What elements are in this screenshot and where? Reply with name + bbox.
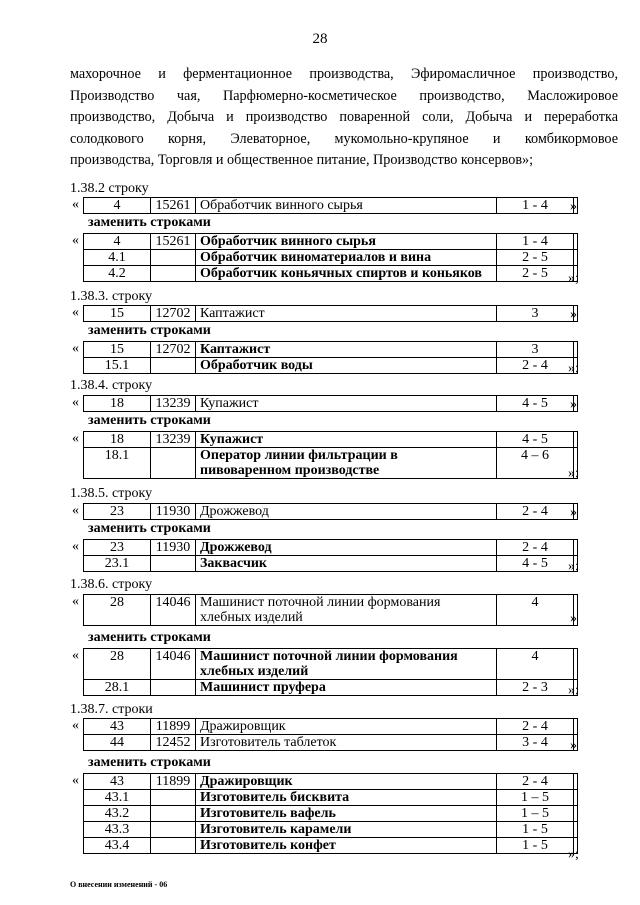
quote-open: « xyxy=(72,431,79,446)
code-cell: 4.2 xyxy=(84,266,151,282)
entry-table xyxy=(83,395,578,412)
quote-open: « xyxy=(72,305,79,320)
entry-table xyxy=(83,341,578,374)
okz-cell: 12702 xyxy=(151,306,196,322)
quote-open: « xyxy=(72,341,79,356)
quote-open: « xyxy=(72,197,79,212)
entry-table xyxy=(83,648,578,696)
entry-table xyxy=(83,233,578,282)
code-cell: 28.1 xyxy=(84,680,151,696)
table-row xyxy=(84,198,578,214)
table-row xyxy=(84,396,578,412)
title-cell: Машинист поточной линии формования хлебных изделий xyxy=(196,649,497,680)
title-cell: Купажист xyxy=(196,396,497,412)
quote-close-semicolon: »; xyxy=(568,361,579,376)
title-cell: Оператор линии фильтрации в пивоваренном производстве xyxy=(196,448,497,479)
table-edge-cell xyxy=(574,540,578,556)
okz-cell: 12702 xyxy=(151,342,196,358)
table-edge-cell xyxy=(574,342,578,358)
section-label: 1.38.3. строку xyxy=(70,289,153,304)
grade-cell: 2 - 5 xyxy=(497,266,574,282)
okz-cell xyxy=(151,822,196,838)
table-row xyxy=(84,838,578,854)
intro-line: солодкового корня, Элеваторное, мукомольно-крупяное и комбикормовое xyxy=(70,130,618,147)
okz-cell: 15261 xyxy=(151,198,196,214)
title-cell: Изготовитель бисквита xyxy=(196,790,497,806)
entry-table xyxy=(83,539,578,572)
table-row xyxy=(84,680,578,696)
code-cell: 43.1 xyxy=(84,790,151,806)
section-label: 1.38.6. строку xyxy=(70,577,153,592)
code-cell: 4 xyxy=(84,198,151,214)
section-label: 1.38.2 строку xyxy=(70,181,149,196)
quote-open: « xyxy=(72,718,79,733)
table-edge-cell xyxy=(574,790,578,806)
quote-close: » xyxy=(570,611,577,626)
table-row xyxy=(84,342,578,358)
grade-cell: 1 - 4 xyxy=(497,198,574,214)
table-row xyxy=(84,432,578,448)
grade-cell: 2 - 3 xyxy=(497,680,574,696)
title-cell: Дрожжевод xyxy=(196,504,497,520)
grade-cell: 4 - 5 xyxy=(497,396,574,412)
quote-open: « xyxy=(72,233,79,248)
okz-cell xyxy=(151,448,196,479)
grade-cell: 1 - 4 xyxy=(497,234,574,250)
title-cell: Машинист пруфера xyxy=(196,680,497,696)
code-cell: 18 xyxy=(84,432,151,448)
code-cell: 44 xyxy=(84,735,151,751)
code-cell: 23 xyxy=(84,504,151,520)
title-cell: Обработчик винного сырья xyxy=(196,234,497,250)
okz-cell xyxy=(151,838,196,854)
title-cell: Каптажист xyxy=(196,342,497,358)
replace-label: заменить строками xyxy=(88,630,211,645)
footer-note: О внесении изменений - 06 xyxy=(70,880,168,889)
quote-close-semicolon: »; xyxy=(568,271,579,286)
grade-cell: 4 - 5 xyxy=(497,432,574,448)
replace-label: заменить строками xyxy=(88,215,211,230)
quote-open: « xyxy=(72,648,79,663)
quote-open: « xyxy=(72,395,79,410)
quote-close: » xyxy=(570,199,577,214)
entry-table xyxy=(83,305,578,322)
replace-label: заменить строками xyxy=(88,413,211,428)
table-row xyxy=(84,504,578,520)
okz-cell xyxy=(151,806,196,822)
grade-cell: 2 - 4 xyxy=(497,719,574,735)
table-row xyxy=(84,250,578,266)
title-cell: Обработчик виноматериалов и вина xyxy=(196,250,497,266)
code-cell: 43.2 xyxy=(84,806,151,822)
quote-close-semicolon: »; xyxy=(568,683,579,698)
okz-cell: 15261 xyxy=(151,234,196,250)
entry-table xyxy=(83,431,578,479)
code-cell: 43.3 xyxy=(84,822,151,838)
title-cell: Изготовитель карамели xyxy=(196,822,497,838)
grade-cell: 1 – 5 xyxy=(497,806,574,822)
code-cell: 15 xyxy=(84,306,151,322)
code-cell: 15.1 xyxy=(84,358,151,374)
grade-cell: 3 xyxy=(497,342,574,358)
code-cell: 23 xyxy=(84,540,151,556)
intro-line: махорочное и ферментационное производства, Эфиромасличное производство, xyxy=(70,66,618,82)
title-cell: Изготовитель конфет xyxy=(196,838,497,854)
entry-table xyxy=(83,594,578,626)
okz-cell: 14046 xyxy=(151,649,196,680)
grade-cell: 2 - 4 xyxy=(497,504,574,520)
table-edge-cell xyxy=(574,234,578,250)
title-cell: Дрожжевод xyxy=(196,540,497,556)
quote-open: « xyxy=(72,773,79,788)
code-cell: 15 xyxy=(84,342,151,358)
table-row xyxy=(84,790,578,806)
okz-cell: 11930 xyxy=(151,540,196,556)
quote-close-semicolon: »; xyxy=(568,466,579,481)
table-edge-cell xyxy=(574,250,578,266)
quote-close: » xyxy=(570,738,577,753)
title-cell: Дражировщик xyxy=(196,719,497,735)
code-cell: 43 xyxy=(84,719,151,735)
grade-cell: 2 - 4 xyxy=(497,540,574,556)
code-cell: 28 xyxy=(84,649,151,680)
code-cell: 28 xyxy=(84,595,151,626)
grade-cell: 3 xyxy=(497,306,574,322)
code-cell: 4.1 xyxy=(84,250,151,266)
grade-cell: 1 – 5 xyxy=(497,790,574,806)
okz-cell: 13239 xyxy=(151,432,196,448)
quote-open: « xyxy=(72,539,79,554)
grade-cell: 4 xyxy=(497,649,574,680)
title-cell: Купажист xyxy=(196,432,497,448)
table-edge-cell xyxy=(574,649,578,680)
okz-cell: 14046 xyxy=(151,595,196,626)
table-row xyxy=(84,556,578,572)
title-cell: Изготовитель вафель xyxy=(196,806,497,822)
grade-cell: 4 - 5 xyxy=(497,556,574,572)
title-cell: Машинист поточной линии формования хлебных изделий xyxy=(196,595,497,626)
entry-table xyxy=(83,197,578,214)
replace-label: заменить строками xyxy=(88,755,211,770)
intro-paragraph xyxy=(70,64,618,172)
replace-label: заменить строками xyxy=(88,521,211,536)
code-cell: 18 xyxy=(84,396,151,412)
table-row xyxy=(84,358,578,374)
intro-line: производство, Добыча и производство поваренной соли, Добыча и переработка xyxy=(70,109,618,126)
table-row xyxy=(84,774,578,790)
okz-cell xyxy=(151,556,196,572)
grade-cell: 3 - 4 xyxy=(497,735,574,751)
title-cell: Изготовитель таблеток xyxy=(196,735,497,751)
table-row xyxy=(84,735,578,751)
quote-close: » xyxy=(570,397,577,412)
table-edge-cell xyxy=(574,822,578,838)
table-row xyxy=(84,806,578,822)
title-cell: Каптажист xyxy=(196,306,497,322)
code-cell: 4 xyxy=(84,234,151,250)
intro-line: производства, Торговля и общественное питание, Производство консервов»; xyxy=(70,152,534,169)
entry-table xyxy=(83,718,578,751)
okz-cell: 11899 xyxy=(151,719,196,735)
title-cell: Обработчик воды xyxy=(196,358,497,374)
grade-cell: 2 - 4 xyxy=(497,774,574,790)
entry-table xyxy=(83,773,578,854)
title-cell: Обработчик винного сырья xyxy=(196,198,497,214)
section-label: 1.38.4. строку xyxy=(70,378,153,393)
code-cell: 43.4 xyxy=(84,838,151,854)
table-edge-cell xyxy=(574,432,578,448)
table-row xyxy=(84,719,578,735)
code-cell: 18.1 xyxy=(84,448,151,479)
intro-line: Производство чая, Парфюмерно-косметическое производство, Масложировое xyxy=(70,87,618,104)
quote-close-semicolon: »; xyxy=(568,559,579,574)
title-cell: Заквасчик xyxy=(196,556,497,572)
grade-cell: 2 - 4 xyxy=(497,358,574,374)
replace-label: заменить строками xyxy=(88,323,211,338)
table-row xyxy=(84,822,578,838)
grade-cell: 1 - 5 xyxy=(497,838,574,854)
okz-cell xyxy=(151,358,196,374)
table-row xyxy=(84,306,578,322)
table-row xyxy=(84,595,578,626)
okz-cell: 11899 xyxy=(151,774,196,790)
grade-cell: 1 - 5 xyxy=(497,822,574,838)
section-label: 1.38.7. строки xyxy=(70,702,153,717)
title-cell: Дражировщик xyxy=(196,774,497,790)
table-row xyxy=(84,234,578,250)
code-cell: 23.1 xyxy=(84,556,151,572)
section-label: 1.38.5. строку xyxy=(70,486,153,501)
quote-close: » xyxy=(570,505,577,520)
okz-cell xyxy=(151,790,196,806)
okz-cell: 11930 xyxy=(151,504,196,520)
table-row xyxy=(84,266,578,282)
okz-cell xyxy=(151,250,196,266)
okz-cell xyxy=(151,266,196,282)
code-cell: 43 xyxy=(84,774,151,790)
page-number: 28 xyxy=(312,31,328,47)
table-row xyxy=(84,540,578,556)
table-row xyxy=(84,448,578,479)
quote-close: » xyxy=(570,307,577,322)
grade-cell: 4 xyxy=(497,595,574,626)
table-row xyxy=(84,649,578,680)
okz-cell xyxy=(151,680,196,696)
table-edge-cell xyxy=(574,806,578,822)
okz-cell: 13239 xyxy=(151,396,196,412)
grade-cell: 4 – 6 xyxy=(497,448,574,479)
entry-table xyxy=(83,503,578,520)
grade-cell: 2 - 5 xyxy=(497,250,574,266)
title-cell: Обработчик коньячных спиртов и коньяков xyxy=(196,266,497,282)
table-edge-cell xyxy=(574,719,578,735)
quote-open: « xyxy=(72,503,79,518)
table-edge-cell xyxy=(574,774,578,790)
quote-open: « xyxy=(72,594,79,609)
quote-close-semicolon: »; xyxy=(568,847,579,862)
okz-cell: 12452 xyxy=(151,735,196,751)
